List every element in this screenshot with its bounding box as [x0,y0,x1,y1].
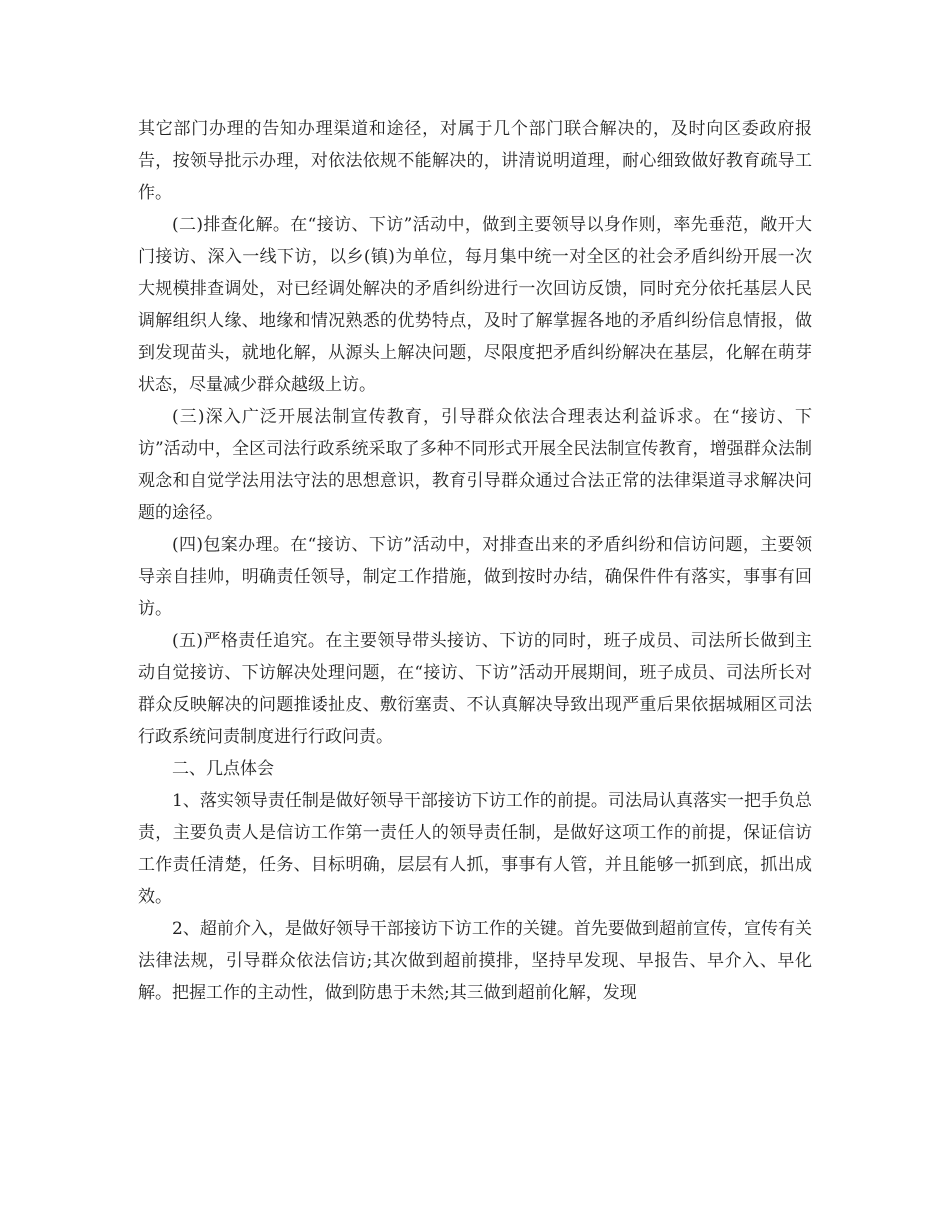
paragraph-3: (三)深入广泛开展法制宣传教育，引导群众依法合理表达利益诉求。在“接访、下访”活动中，全区司法行政系统采取了多种不同形式开展全民法制宣传教育，增强群众法制观念和自觉学法用法守法的思想意识，教育引导群众通过合法正常的法律渠道寻求解决问题的途径。 [138,407,812,523]
paragraph-2: (二)排查化解。在“接访、下访”活动中，做到主要领导以身作则，率先垂范，敞开大门接访、深入一线下访，以乡(镇)为单位，每月集中统一对全区的社会矛盾纠纷开展一次大规模排查调处，对已经调处解决的矛盾纠纷进行一次回访反馈，同时充分依托基层人民调解组织人缘、地缘和情况熟悉的优势特点，及时了解掌握各地的矛盾纠纷信息情报，做到发现苗头，就地化解，从源头上解决问题，尽限度把矛盾纠纷解决在基层，化解在萌芽状态，尽量减少群众越级上访。 [138,215,812,395]
paragraph-4: (四)包案办理。在“接访、下访”活动中，对排查出来的矛盾纠纷和信访问题，主要领导亲自挂帅，明确责任领导，制定工作措施，做到按时办结，确保件件有落实，事事有回访。 [138,535,812,619]
paragraph-8: 2、超前介入，是做好领导干部接访下访工作的关键。首先要做到超前宣传，宣传有关法律法规，引导群众依法信访;其次做到超前摸排，坚持早发现、早报告、早介入、早化解。把握工作的主动性，做到防患于未然;其三做到超前化解，发现 [138,919,812,1003]
paragraph-1: 其它部门办理的告知办理渠道和途径，对属于几个部门联合解决的，及时向区委政府报告，按领导批示办理，对依法依规不能解决的，讲清说明道理，耐心细致做好教育疏导工作。 [138,119,812,203]
section-heading: 二、几点体会 [172,759,274,779]
paragraph-7: 1、落实领导责任制是做好领导干部接访下访工作的前提。司法局认真落实一把手负总责，主要负责人是信访工作第一责任人的领导责任制，是做好这项工作的前提，保证信访工作责任清楚，任务、目标明确，层层有人抓，事事有人管，并且能够一抓到底，抓出成效。 [138,791,812,907]
paragraph-5: (五)严格责任追究。在主要领导带头接访、下访的同时，班子成员、司法所长做到主动自觉接访、下访解决处理问题，在“接访、下访”活动开展期间，班子成员、司法所长对群众反映解决的问题推诿扯皮、敷衍塞责、不认真解决导致出现严重后果依据城厢区司法行政系统问责制度进行行政问责。 [138,631,812,747]
